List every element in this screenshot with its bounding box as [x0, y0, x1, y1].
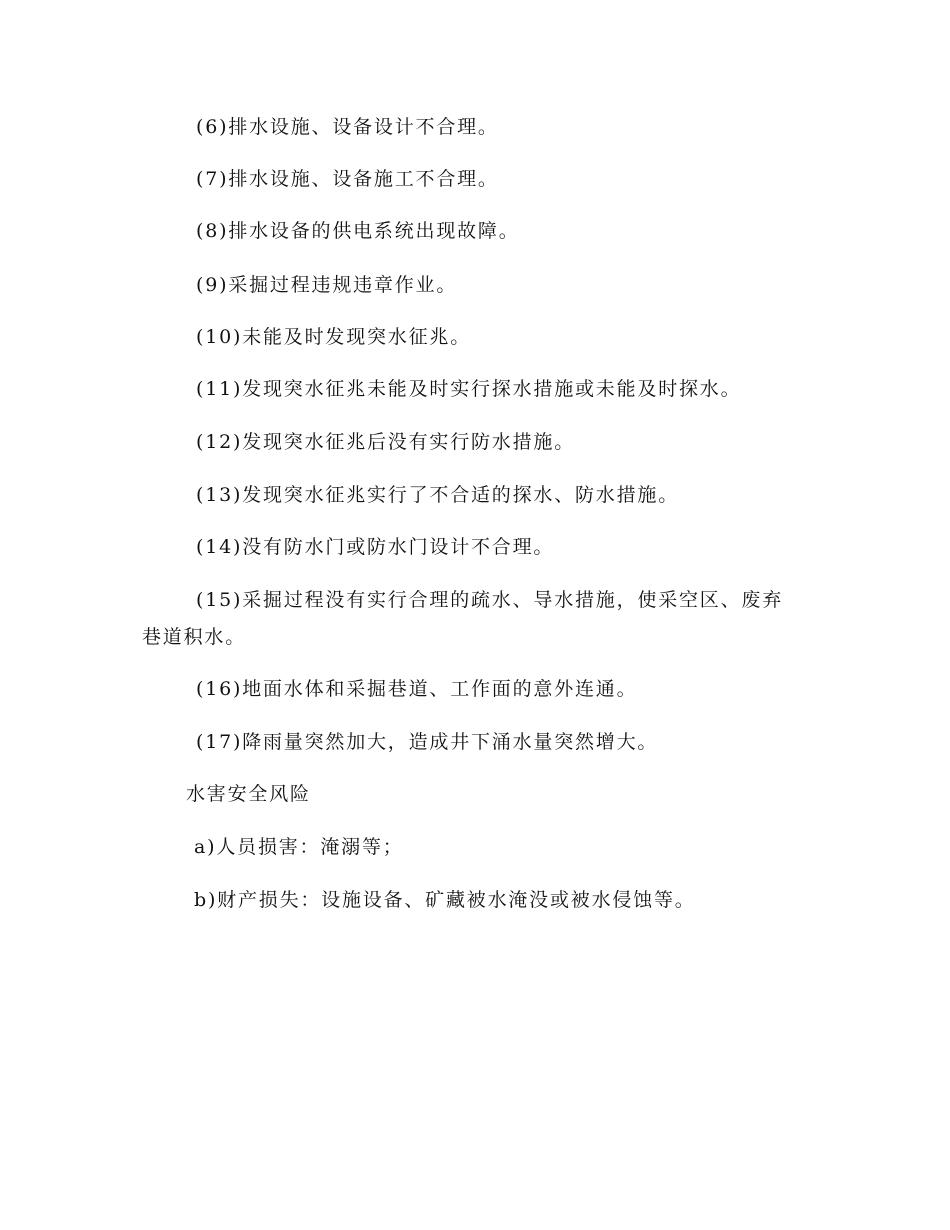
section-title: 水害安全风险 [186, 783, 311, 805]
cause-item-7: (7)排水设施、设备施工不合理。 [196, 168, 499, 190]
cause-item-12: (12)发现突水征兆后没有实行防水措施。 [196, 431, 576, 453]
cause-item-15-continued: 巷道积水。 [142, 626, 247, 648]
risk-item-b: b)财产损失：设施设备、矿藏被水淹没或被水侵蚀等。 [194, 889, 696, 911]
cause-item-11: (11)发现突水征兆未能及时实行探水措施或未能及时探水。 [196, 378, 742, 400]
cause-item-13: (13)发现突水征兆实行了不合适的探水、防水措施。 [196, 484, 680, 506]
cause-item-8: (8)排水设备的供电系统出现故障。 [196, 220, 520, 242]
cause-item-16: (16)地面水体和采掘巷道、工作面的意外连通。 [196, 678, 638, 700]
cause-item-10: (10)未能及时发现突水征兆。 [196, 326, 472, 348]
cause-item-14: (14)没有防水门或防水门设计不合理。 [196, 536, 555, 558]
cause-item-9: (9)采掘过程违规违章作业。 [196, 274, 458, 296]
cause-item-15: (15)采掘过程没有实行合理的疏水、导水措施，使采空区、废弃 [196, 589, 784, 611]
risk-item-a: a)人员损害：淹溺等； [194, 836, 404, 858]
cause-item-17: (17)降雨量突然加大，造成井下涌水量突然增大。 [196, 731, 659, 753]
cause-item-6: (6)排水设施、设备设计不合理。 [196, 116, 499, 138]
